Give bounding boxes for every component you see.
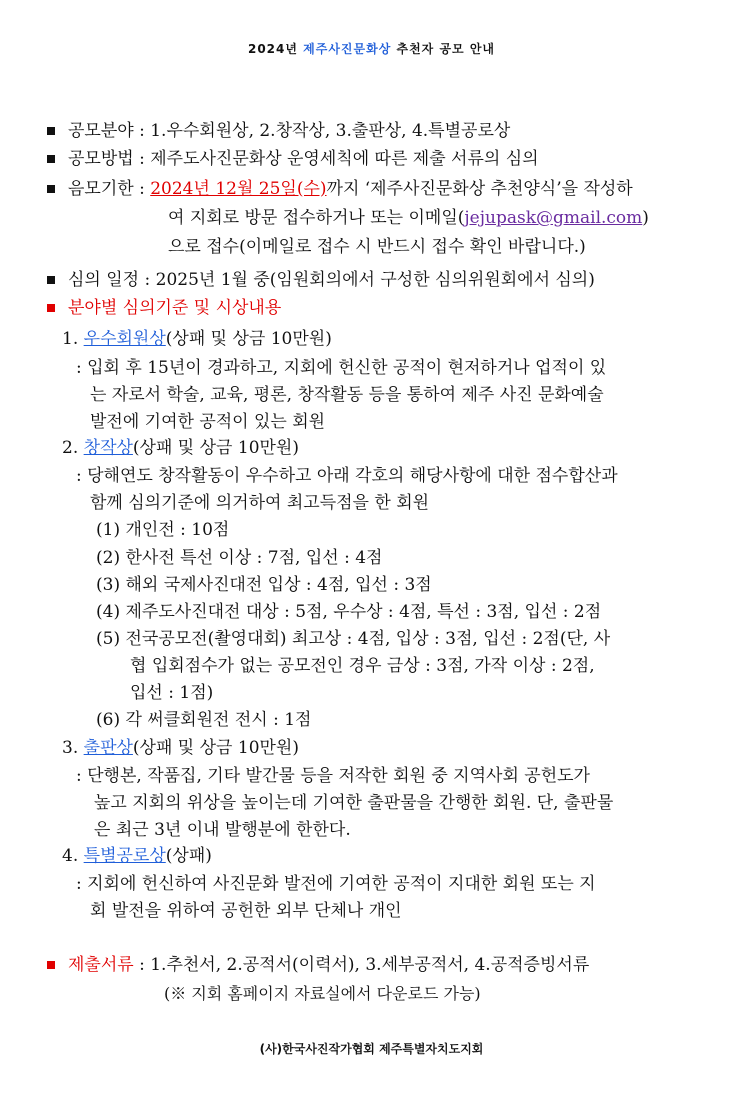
award-4-heading [62, 845, 212, 867]
award-2-desc-1: : 당해연도 창작활동이 우수하고 아래 각호의 해당사항에 대한 점수합산과 [76, 466, 618, 486]
title-year: 2024년 [247, 42, 298, 56]
award-2-prize: (상패 및 상금 10만원) [132, 438, 299, 458]
award-2-heading [62, 437, 299, 459]
bullet-icon [47, 304, 55, 312]
email-link[interactable]: jejupask@gmail.com [464, 208, 643, 228]
deadline-line-2 [168, 207, 649, 229]
award-4-prize: (상패) [165, 846, 212, 866]
award-1-desc-3: 발전에 기여한 공적이 있는 회원 [90, 412, 326, 432]
deadline-line-1 [68, 178, 633, 200]
award-2-criterion: (1) 개인전 : 10점 [96, 520, 230, 540]
award-2-criterion-cont: 협 입회점수가 없는 공모전인 경우 금상 : 3점, 가작 이상 : 2점, [130, 656, 595, 676]
title-highlight: 제주사진문화상 [303, 42, 392, 56]
deadline-line2-post: ) [642, 208, 649, 228]
deadline-date: 2024년 12월 25일(수) [150, 179, 327, 199]
field-value: 1.우수회원상, 2.창작상, 3.출판상, 4.특별공로상 [150, 121, 511, 141]
award-4-desc-2: 회 발전을 위하여 공헌한 외부 단체나 개인 [90, 901, 402, 921]
award-3-name: 출판상 [83, 738, 133, 758]
award-2-criterion-cont: 입선 : 1점) [130, 683, 214, 703]
bullet-icon [47, 961, 55, 969]
award-2-number: 2. [62, 438, 79, 458]
award-2-name: 창작상 [83, 438, 133, 458]
page-title [0, 40, 743, 57]
submission-label: 제출서류 [68, 955, 134, 975]
award-1-heading [62, 328, 332, 350]
award-3-desc-1: : 단행본, 작품집, 기타 발간물 등을 저작한 회원 중 지역사회 공헌도가 [76, 766, 590, 786]
award-1-prize: (상패 및 상금 10만원) [165, 329, 332, 349]
award-2-criterion: (3) 해외 국제사진대전 입상 : 4점, 입선 : 3점 [96, 575, 432, 595]
award-3-number: 3. [62, 738, 79, 758]
award-4-name: 특별공로상 [83, 846, 166, 866]
field-line [68, 120, 510, 142]
submission-note: (※ 지회 홈페이지 자료실에서 다운로드 가능) [164, 984, 481, 1003]
award-3-desc-3: 은 최근 3년 이내 발행분에 한한다. [94, 820, 351, 840]
bullet-icon [47, 155, 55, 163]
award-1-number: 1. [62, 329, 79, 349]
bullet-icon [47, 276, 55, 284]
bullet-icon [47, 127, 55, 135]
submission-value: : 1.추천서, 2.공적서(이력서), 3.세부공적서, 4.공적증빙서류 [139, 955, 590, 975]
deadline-line-3: 으로 접수(이메일로 접수 시 반드시 접수 확인 바랍니다.) [168, 237, 586, 257]
footer-organization: (사)한국사진작가협회 제주특별자치도지회 [259, 1042, 484, 1056]
title-rest: 추천자 공모 안내 [396, 42, 496, 56]
schedule-value: 2025년 1월 중(임원회의에서 구성한 심의위원회에서 심의) [155, 270, 595, 290]
schedule-label: 심의 일정 : [68, 270, 151, 290]
schedule-line [68, 269, 595, 291]
award-4-desc-1: : 지회에 헌신하여 사진문화 발전에 기여한 공적이 지대한 회원 또는 지 [76, 874, 596, 894]
method-value: 제주도사진문화상 운영세칙에 따른 제출 서류의 심의 [150, 149, 539, 169]
award-4-number: 4. [62, 846, 79, 866]
submission-line [68, 954, 589, 976]
award-3-desc-2: 높고 지회의 위상을 높이는데 기여한 출판물을 간행한 회원. 단, 출판물 [94, 793, 614, 813]
method-line [68, 148, 539, 170]
award-2-desc-2: 함께 심의기준에 의거하여 최고득점을 한 회원 [90, 493, 430, 513]
award-2-criterion: (2) 한사전 특선 이상 : 7점, 입선 : 4점 [96, 548, 383, 568]
award-3-prize: (상패 및 상금 10만원) [132, 738, 299, 758]
bullet-icon [47, 185, 55, 193]
award-2-criterion: (4) 제주도사진대전 대상 : 5점, 우수상 : 4점, 특선 : 3점, 입선 : 2점 [96, 602, 602, 622]
award-1-desc-1: : 입회 후 15년이 경과하고, 지회에 헌신한 공적이 현저하거나 업적이 있 [76, 358, 607, 378]
criteria-heading: 분야별 심의기준 및 시상내용 [68, 298, 282, 318]
award-2-criterion: (6) 각 써클회원전 전시 : 1점 [96, 710, 312, 730]
deadline-line1-rest: 까지 ‘제주사진문화상 추천양식’을 작성하 [326, 179, 633, 199]
award-1-desc-2: 는 자로서 학술, 교육, 평론, 창작활동 등을 통하여 제주 사진 문화예술 [90, 385, 604, 405]
method-label: 공모방법 : [68, 149, 145, 169]
deadline-label: 음모기한 : [68, 179, 145, 199]
award-3-heading [62, 737, 299, 759]
field-label: 공모분야 : [68, 121, 145, 141]
deadline-line2-pre: 여 지회로 방문 접수하거나 또는 이메일( [168, 208, 465, 228]
award-1-name: 우수회원상 [83, 329, 166, 349]
award-2-criterion: (5) 전국공모전(촬영대회) 최고상 : 4점, 입상 : 3점, 입선 : 2점(단, 사 [96, 629, 611, 649]
